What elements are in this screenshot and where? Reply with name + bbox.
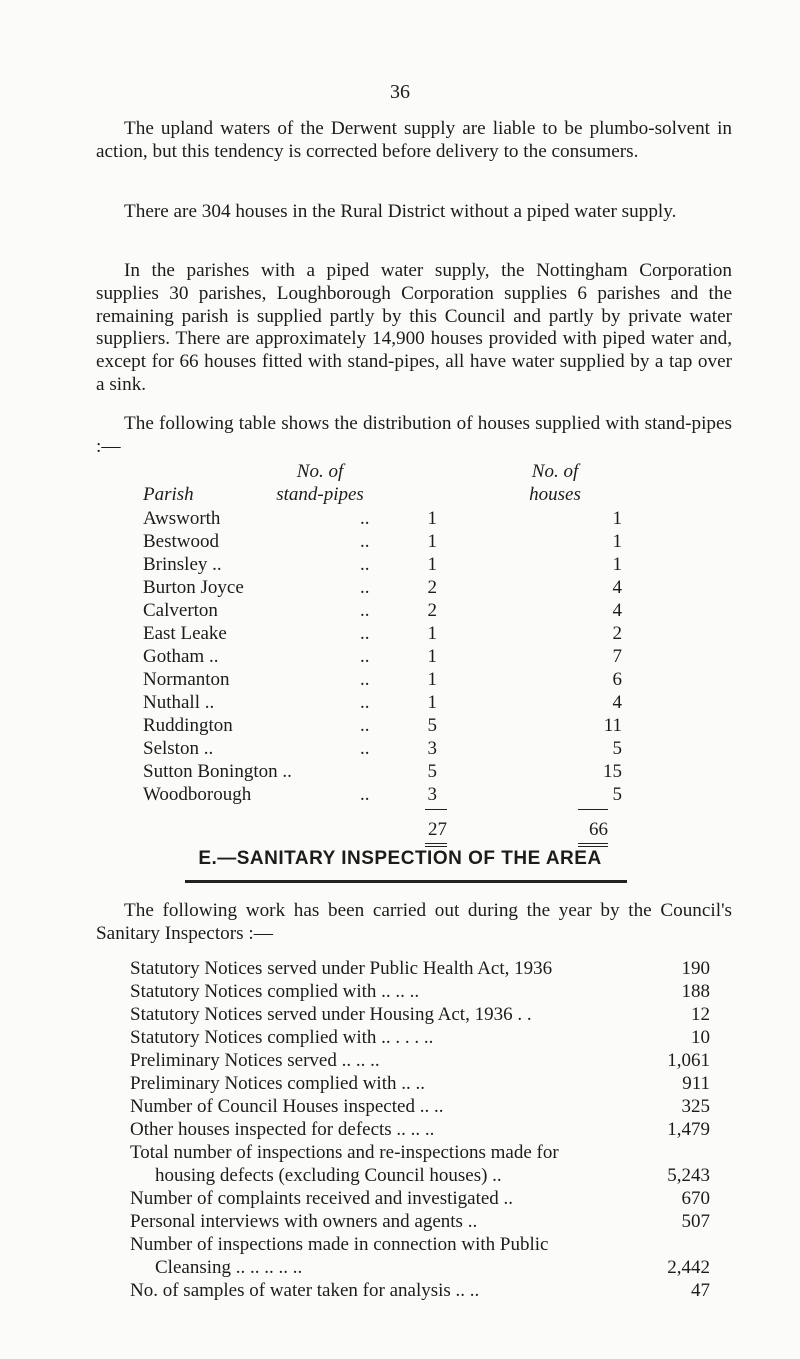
header-standpipes-line1: No. of [296,461,344,482]
table-row: Awsworth .. 1 1 [143,508,622,529]
list-item: Cleansing .. .. .. .. .. 2,442 [155,1257,710,1278]
page-number: 36 [390,81,410,103]
table-row: Woodborough .. 3 5 [143,784,622,805]
table-row: Sutton Bonington .. 5 15 [143,761,622,782]
table-row: Gotham .. .. 1 7 [143,646,622,667]
table-row: Bestwood .. 1 1 [143,531,622,552]
list-item: Statutory Notices complied with .. .. .. 188 [130,981,710,1002]
list-item: Other houses inspected for defects .. .. .. 1,479 [130,1119,710,1140]
total-rule-houses-b [578,846,608,847]
paragraph-houses-without-water: There are 304 houses in the Rural District without a piped water supply. [124,201,677,222]
header-houses-line1: No. of [531,461,579,482]
paragraph-piped-supply: In the parishes with a piped water supply, the Nottingham Corporation supplies 30 parishes, Loughborough Corporation supplies 6 parishes and the remaining parish is supplied partly by this Council and partly by private water suppliers. There are approximately 14,900 houses provided with piped water and, except for 66 houses fitted with stand-pipes, all have water supplied by a tap over a sink. [96,260,732,395]
total-rule-standpipes-a [425,843,447,844]
table-row: East Leake .. 1 2 [143,623,622,644]
table-row: Ruddington .. 5 11 [143,715,622,736]
table-row: Normanton .. 1 6 [143,669,622,690]
table-row: Brinsley .. .. 1 1 [143,554,622,575]
header-standpipes-line2: stand-pipes [276,484,364,505]
header-parish: Parish [143,484,194,505]
subtotal-rule-standpipes [425,809,447,810]
list-item: Statutory Notices served under Public Health Act, 1936 190 [130,958,710,979]
list-item: Number of inspections made in connection with Public [130,1234,549,1255]
list-item: Number of Council Houses inspected .. .. 325 [130,1096,710,1117]
list-item: Number of complaints received and investigated .. 670 [130,1188,710,1209]
table-row: Calverton .. 2 4 [143,600,622,621]
header-houses-line2: houses [529,484,581,505]
subtotal-rule-houses [578,809,608,810]
total-standpipes: 27 [428,819,447,840]
table-row: Burton Joyce .. 2 4 [143,577,622,598]
list-item: housing defects (excluding Council houses) .. 5,243 [155,1165,710,1186]
list-item: Statutory Notices complied with .. . . . .. 10 [130,1027,710,1048]
paragraph-inspection-intro: The following work has been carried out during the year by the Council's Sanitary Inspectors :— [96,900,732,944]
total-rule-houses-a [578,843,608,844]
list-item: Preliminary Notices complied with .. .. 911 [130,1073,710,1094]
list-item: No. of samples of water taken for analysis .. .. 47 [130,1280,710,1301]
list-item: Statutory Notices served under Housing Act, 1936 . . 12 [130,1004,710,1025]
paragraph-table-intro: The following table shows the distribution of houses supplied with stand-pipes :— [96,413,732,457]
total-houses: 66 [589,819,608,840]
total-rule-standpipes-b [425,846,447,847]
section-title-rule [185,880,627,883]
list-item: Preliminary Notices served .. .. .. 1,061 [130,1050,710,1071]
table-row: Nuthall .. .. 1 4 [143,692,622,713]
list-item: Total number of inspections and re-inspections made for [130,1142,559,1163]
list-item: Personal interviews with owners and agents .. 507 [130,1211,710,1232]
section-title: E.—SANITARY INSPECTION OF THE AREA [198,848,602,869]
table-row: Selston .. .. 3 5 [143,738,622,759]
paragraph-plumbo-solvent: The upland waters of the Derwent supply are liable to be plumbo-solvent in action, but this tendency is corrected before delivery to the consumers. [96,118,732,162]
